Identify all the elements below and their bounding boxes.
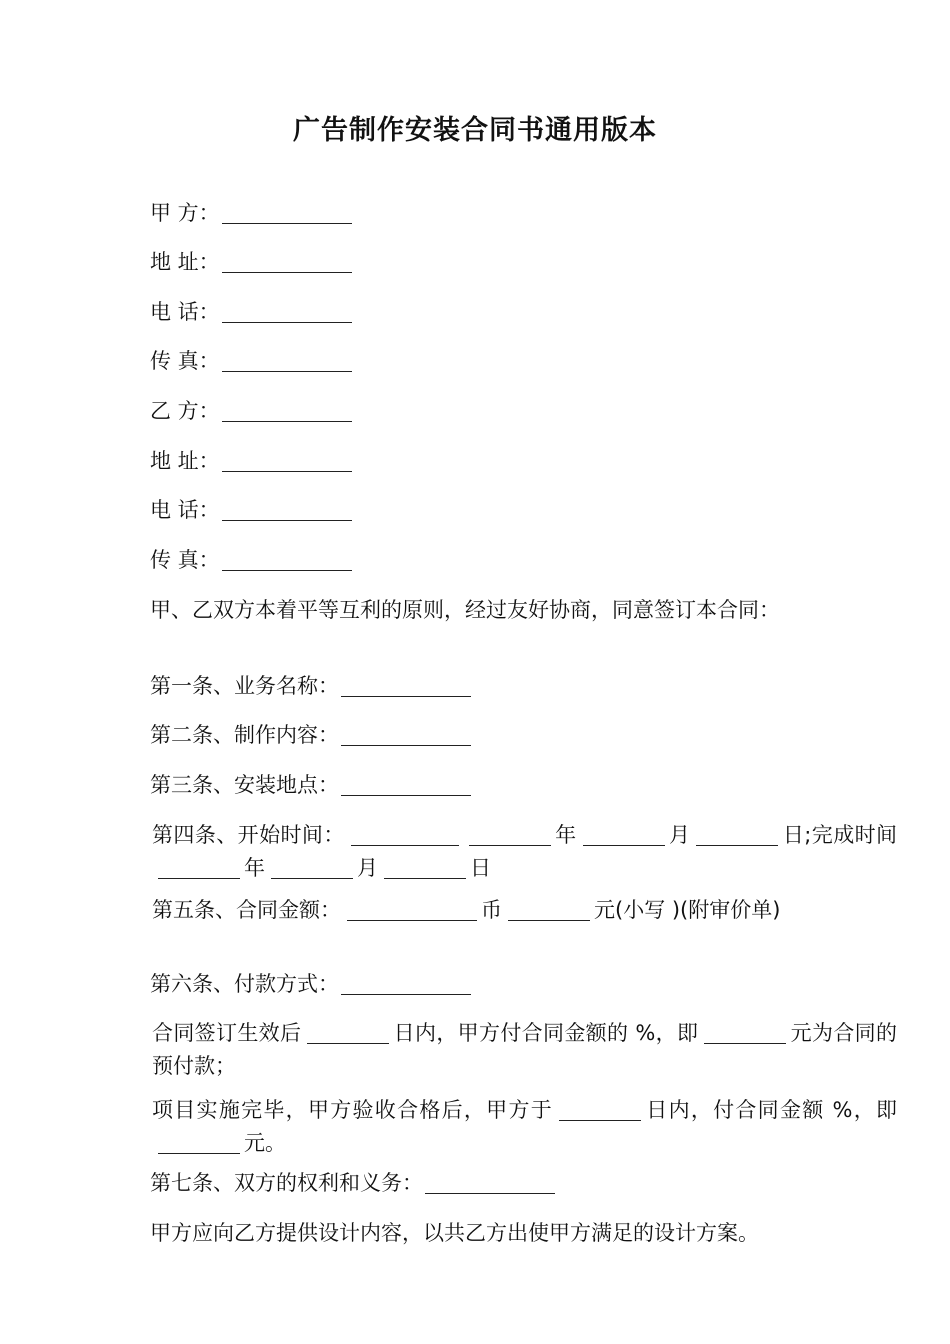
article-1-line [150, 671, 471, 701]
party-a-address-label: 地 址： [150, 250, 220, 274]
start-day-complete-label: 日;完成时间 [782, 823, 898, 847]
start-month-blank[interactable] [583, 825, 665, 846]
party-b-address-label: 地 址： [150, 449, 220, 473]
article-7-blank[interactable] [425, 1173, 555, 1194]
article-7-label: 第七条、双方的权利和义务： [150, 1171, 423, 1195]
article-7-line [150, 1168, 555, 1198]
payment-2-start: 项目实施完毕，甲方验收合格后，甲方于 [152, 1098, 554, 1122]
article-3-blank[interactable] [341, 775, 471, 796]
article-6-label: 第六条、付款方式： [150, 972, 339, 996]
article-5-paragraph [104, 894, 897, 927]
party-a-address-blank[interactable] [222, 252, 352, 273]
start-year-unit: 年 [554, 823, 577, 847]
article-2-label: 第二条、制作内容： [150, 723, 339, 747]
party-b-phone-line [150, 495, 352, 525]
end-day-unit: 日 [470, 856, 491, 880]
payment-2-amount-blank[interactable] [158, 1133, 240, 1154]
party-b-name-blank[interactable] [222, 401, 352, 422]
payment-2-end: 元。 [244, 1131, 286, 1155]
party-a-name-label: 甲 方： [150, 201, 220, 225]
payment-1-days-blank[interactable] [307, 1023, 389, 1044]
party-a-name-blank[interactable] [222, 203, 352, 224]
payment-1-mid: 日内，甲方付合同金额的 %，即 [393, 1021, 699, 1045]
article-6-line [150, 969, 471, 999]
amount-yuan-label: 元(小写 )(附审价单) [594, 898, 781, 922]
article-1-label: 第一条、业务名称： [150, 674, 339, 698]
end-month-unit: 月 [357, 856, 378, 880]
party-a-fax-blank[interactable] [222, 351, 352, 372]
start-day-blank[interactable] [696, 825, 778, 846]
party-a-phone-label: 电 话： [150, 300, 220, 324]
party-b-fax-blank[interactable] [222, 550, 352, 571]
payment-paragraph-2 [104, 1094, 897, 1160]
payment-2-days-blank[interactable] [559, 1100, 641, 1121]
party-b-phone-blank[interactable] [222, 500, 352, 521]
party-b-phone-label: 电 话： [150, 498, 220, 522]
preamble: 甲、乙双方本着平等互利的原则，经过友好协商，同意签订本合同： [150, 598, 780, 622]
payment-1-start: 合同签订生效后 [152, 1021, 302, 1045]
payment-1-end: 元为合同的预付款； [152, 1021, 897, 1078]
start-year-blank[interactable] [469, 825, 551, 846]
party-b-name-line [150, 396, 352, 426]
article-2-blank[interactable] [341, 725, 471, 746]
article-7-text: 甲方应向乙方提供设计内容，以共乙方出使甲方满足的设计方案。 [150, 1221, 759, 1245]
article-3-label: 第三条、安装地点： [150, 773, 339, 797]
document-title: 广告制作安装合同书通用版本 [293, 115, 657, 146]
party-a-phone-blank[interactable] [222, 302, 352, 323]
end-month-blank[interactable] [271, 858, 353, 879]
party-b-address-blank[interactable] [222, 451, 352, 472]
payment-paragraph-1 [104, 1017, 897, 1083]
party-a-address-line [150, 247, 352, 277]
article-4-label: 第四条、开始时间： [152, 823, 345, 847]
contract-amount-blank[interactable] [347, 900, 477, 921]
party-a-fax-label: 传 真： [150, 349, 220, 373]
end-day-blank[interactable] [384, 858, 466, 879]
party-b-fax-line [150, 545, 352, 575]
party-a-phone-line [150, 297, 352, 327]
party-a-name-line [150, 198, 352, 228]
article-6-blank[interactable] [341, 974, 471, 995]
party-b-fax-label: 传 真： [150, 548, 220, 572]
article-2-line [150, 720, 471, 750]
payment-1-amount-blank[interactable] [704, 1023, 786, 1044]
currency-label: 币 [481, 898, 502, 922]
end-year-blank[interactable] [158, 858, 240, 879]
party-b-address-line [150, 446, 352, 476]
party-a-fax-line [150, 346, 352, 376]
article-4-paragraph [104, 819, 897, 885]
start-month-unit: 月 [668, 823, 691, 847]
party-b-name-label: 乙 方： [150, 399, 220, 423]
article-5-label: 第五条、合同金额： [152, 898, 341, 922]
article-1-blank[interactable] [341, 676, 471, 697]
end-year-unit: 年 [244, 856, 265, 880]
payment-2-mid: 日内，付合同金额 %，即 [645, 1098, 897, 1122]
start-date-blank[interactable] [351, 825, 459, 846]
article-3-line [150, 770, 471, 800]
amount-yuan-blank[interactable] [508, 900, 590, 921]
